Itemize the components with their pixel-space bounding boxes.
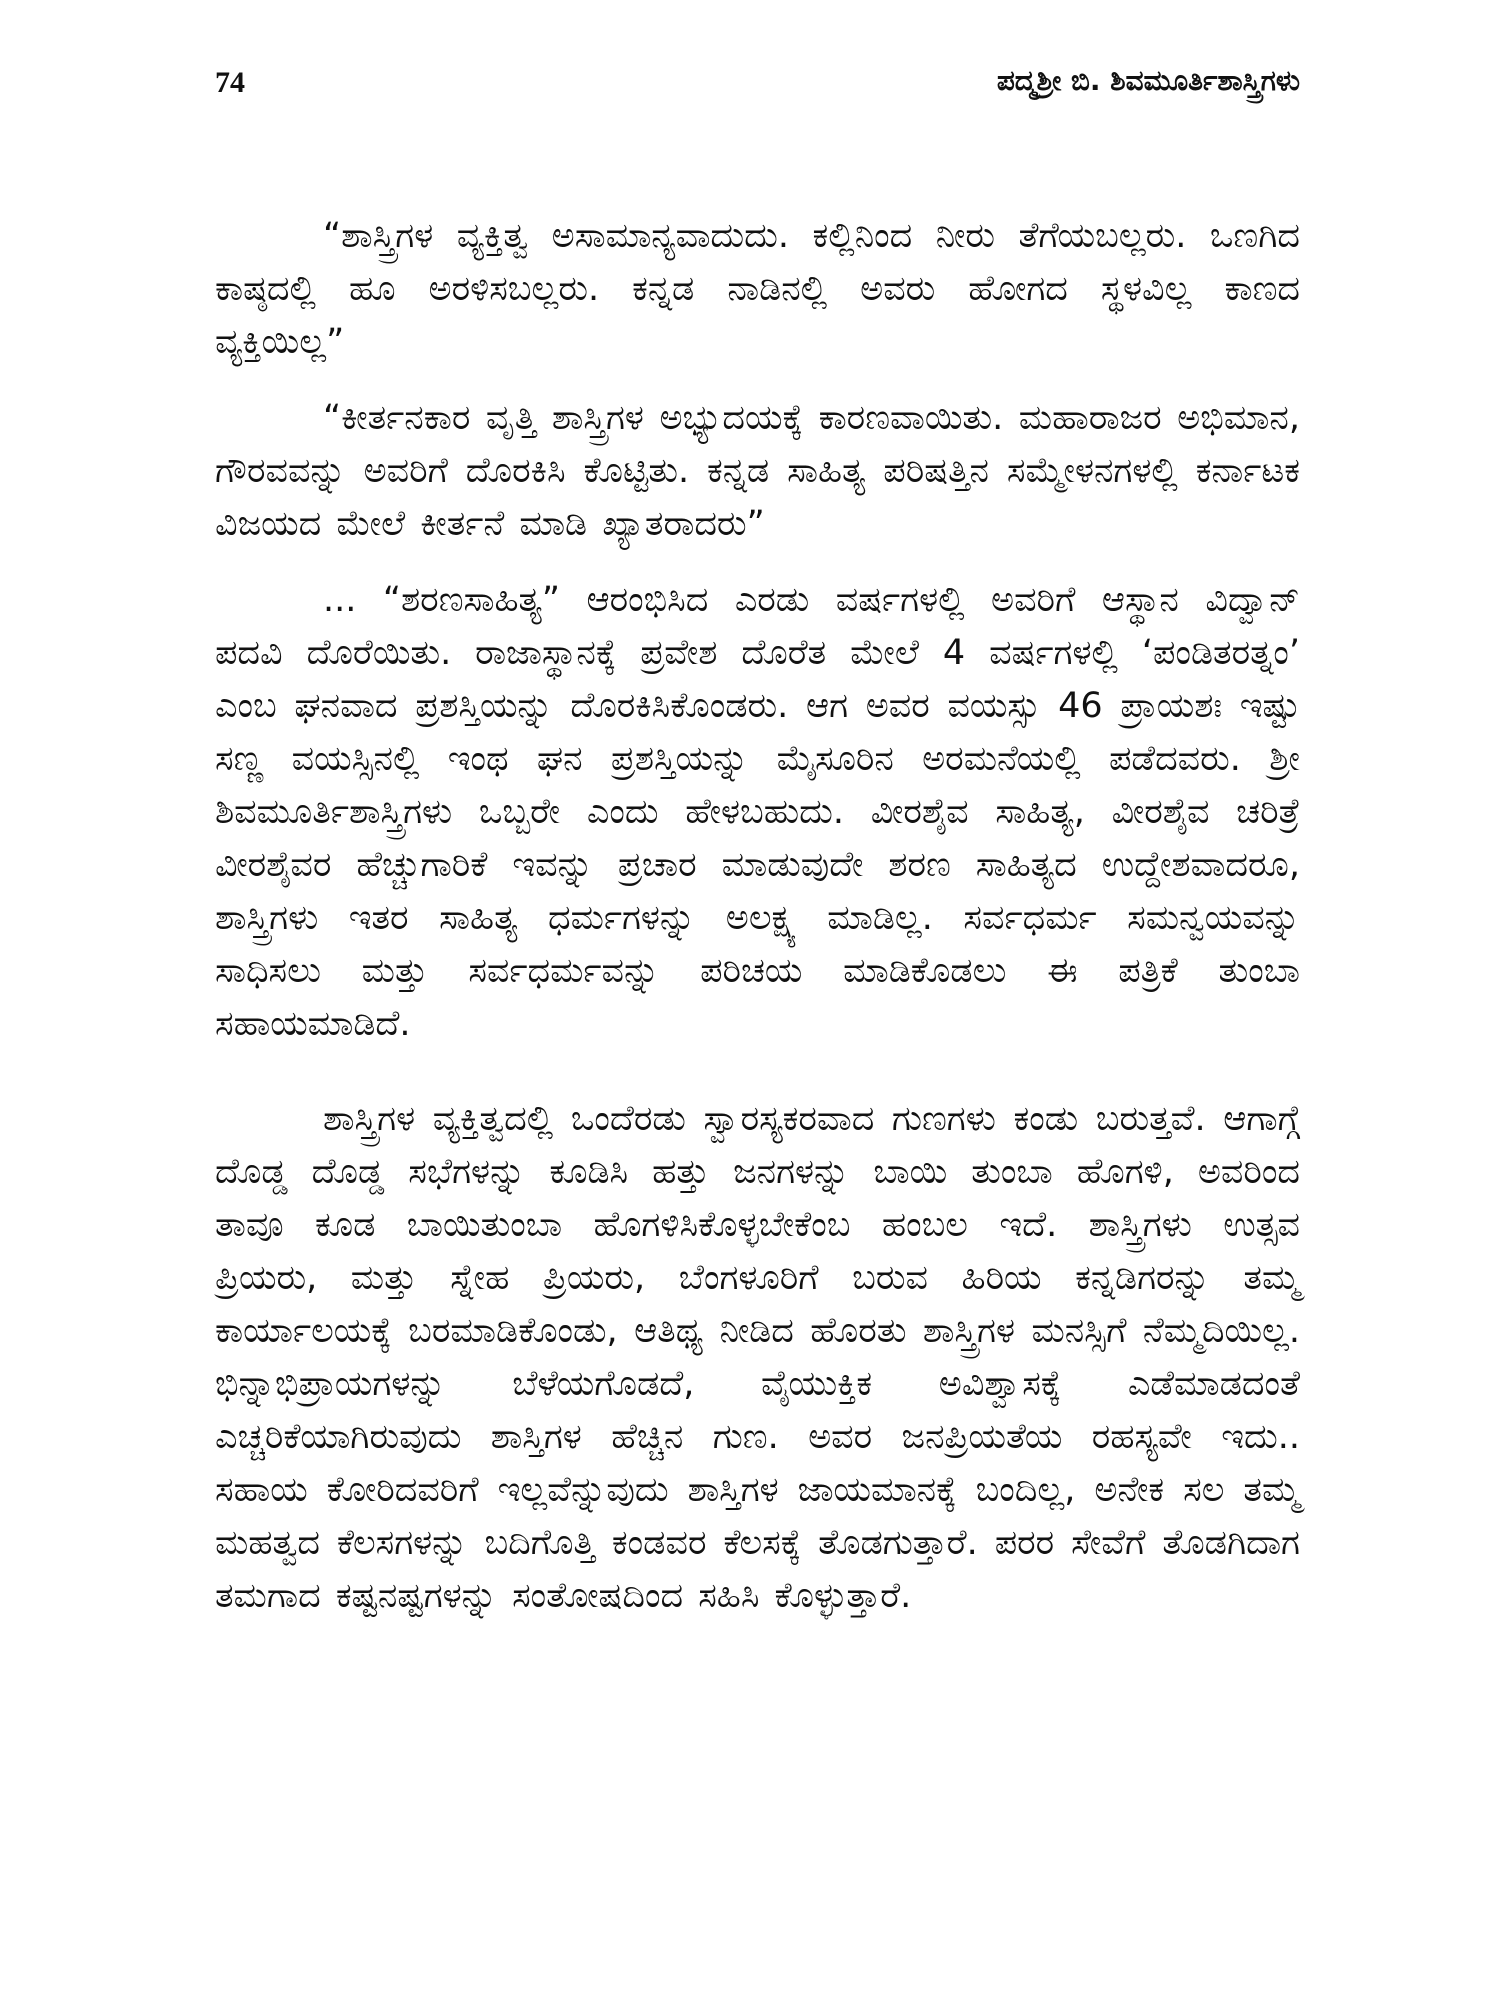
paragraph-personality-traits: ಶಾಸ್ತ್ರಿಗಳ ವ್ಯಕ್ತಿತ್ವದಲ್ಲಿ ಒಂದೆರಡು ಸ್ವಾರಸ್ಯಕರವಾದ ಗುಣಗಳು ಕಂಡು ಬರುತ್ತವೆ. ಆಗಾಗ್ಗೆ ದೊಡ್ಡ ದೊಡ್ಡ ಸಭೆಗಳನ್ನು ಕೂಡಿಸಿ ಹತ್ತು ಜನಗಳನ್ನು ಬಾಯಿ ತುಂಬಾ ಹೊಗಳಿ, ಅವರಿಂದ ತಾವೂ ಕೂಡ ಬಾಯಿತುಂಬಾ ಹೊಗಳಿಸಿಕೊಳ್ಳಬೇಕೆಂಬ ಹಂಬಲ ಇದೆ. ಶಾಸ್ತ್ರಿಗಳು ಉತ್ಸವ ಪ್ರಿಯರು, ಮತ್ತು ಸ್ನೇಹ ಪ್ರಿಯರು, ಬೆಂಗಳೂರಿಗೆ ಬರುವ ಹಿರಿಯ ಕನ್ನಡಿಗರನ್ನು ತಮ್ಮ ಕಾರ್ಯಾಲಯಕ್ಕೆ ಬರಮಾಡಿಕೊಂಡು, ಆತಿಥ್ಯ ನೀಡಿದ ಹೊರತು ಶಾಸ್ತ್ರಿಗಳ ಮನಸ್ಸಿಗೆ ನೆಮ್ಮದಿಯಿಲ್ಲ. ಭಿನ್ನಾಭಿಪ್ರಾಯಗಳನ್ನು ಬೆಳೆಯಗೊಡದೆ, ವೈಯುಕ್ತಿಕ ಅವಿಶ್ವಾಸಕ್ಕೆ ಎಡೆಮಾಡದಂತೆ ಎಚ್ಚರಿಕೆಯಾಗಿರುವುದು ಶಾಸ್ತಿಗಳ ಹೆಚ್ಚಿನ ಗುಣ. ಅವರ ಜನಪ್ರಿಯತೆಯ ರಹಸ್ಯವೇ ಇದು.. ಸಹಾಯ ಕೋರಿದವರಿಗೆ ಇಲ್ಲವೆನ್ನುವುದು ಶಾಸ್ತಿಗಳ ಜಾಯಮಾನಕ್ಕೆ ಬಂದಿಲ್ಲ, ಅನೇಕ ಸಲ ತಮ್ಮ ಮಹತ್ವದ ಕೆಲಸಗಳನ್ನು ಬದಿಗೊತ್ತಿ ಕಂಡವರ ಕೆಲಸಕ್ಕೆ ತೊಡಗುತ್ತಾರೆ. ಪರರ ಸೇವೆಗೆ ತೊಡಗಿದಾಗ ತಮಗಾದ ಕಷ್ಟನಷ್ಟಗಳನ್ನು ಸಂತೋಷದಿಂದ ಸಹಿಸಿ ಕೊಳ್ಳುತ್ತಾರೆ. (215, 1099, 1300, 1616)
running-header (215, 60, 1300, 110)
paragraph-quote-personality: “ಶಾಸ್ತ್ರಿಗಳ ವ್ಯಕ್ತಿತ್ವ ಅಸಾಮಾನ್ಯವಾದುದು. ಕಲ್ಲಿನಿಂದ ನೀರು ತೆಗೆಯಬಲ್ಲರು. ಒಣಗಿದ ಕಾಷ್ಠದಲ್ಲಿ ಹೂ ಅರಳಿಸಬಲ್ಲರು. ಕನ್ನಡ ನಾಡಿನಲ್ಲಿ ಅವರು ಹೋಗದ ಸ್ಥಳವಿಲ್ಲ ಕಾಣದ ವ್ಯಕ್ತಿಯಿಲ್ಲ” (215, 216, 1300, 362)
paragraph-quote-keertana: “ಕೀರ್ತನಕಾರ ವೃತ್ತಿ ಶಾಸ್ತ್ರಿಗಳ ಅಭ್ಯುದಯಕ್ಕೆ ಕಾರಣವಾಯಿತು. ಮಹಾರಾಜರ ಅಭಿಮಾನ, ಗೌರವವನ್ನು ಅವರಿಗೆ ದೊರಕಿಸಿ ಕೊಟ್ಟಿತು. ಕನ್ನಡ ಸಾಹಿತ್ಯ ಪರಿಷತ್ತಿನ ಸಮ್ಮೇಳನಗಳಲ್ಲಿ ಕರ್ನಾಟಕ ವಿಜಯದ ಮೇಲೆ ಕೀರ್ತನೆ ಮಾಡಿ ಖ್ಯಾತರಾದರು” (215, 398, 1300, 544)
paragraph-sharana-sahitya: ... “ಶರಣಸಾಹಿತ್ಯ” ಆರಂಭಿಸಿದ ಎರಡು ವರ್ಷಗಳಲ್ಲಿ ಅವರಿಗೆ ಆಸ್ಥಾನ ವಿದ್ವಾನ್ ಪದವಿ ದೊರೆಯಿತು. ರಾಜಾಸ್ಥಾನಕ್ಕೆ ಪ್ರವೇಶ ದೊರೆತ ಮೇಲೆ 4 ವರ್ಷಗಳಲ್ಲಿ ‘ಪಂಡಿತರತ್ನಂ’ ಎಂಬ ಘನವಾದ ಪ್ರಶಸ್ತಿಯನ್ನು ದೊರಕಿಸಿಕೊಂಡರು. ಆಗ ಅವರ ವಯಸ್ಸು 46 ಪ್ರಾಯಶಃ ಇಷ್ಟು ಸಣ್ಣ ವಯಸ್ಸಿನಲ್ಲಿ ಇಂಥ ಘನ ಪ್ರಶಸ್ತಿಯನ್ನು ಮೈಸೂರಿನ ಅರಮನೆಯಲ್ಲಿ ಪಡೆದವರು. ಶ್ರೀ ಶಿವಮೂರ್ತಿಶಾಸ್ತ್ರಿಗಳು ಒಬ್ಬರೇ ಎಂದು ಹೇಳಬಹುದು. ವೀರಶೈವ ಸಾಹಿತ್ಯ, ವೀರಶೈವ ಚರಿತ್ರೆ ವೀರಶೈವರ ಹೆಚ್ಚುಗಾರಿಕೆ ಇವನ್ನು ಪ್ರಚಾರ ಮಾಡುವುದೇ ಶರಣ ಸಾಹಿತ್ಯದ ಉದ್ದೇಶವಾದರೂ, ಶಾಸ್ತ್ರಿಗಳು ಇತರ ಸಾಹಿತ್ಯ ಧರ್ಮಗಳನ್ನು ಅಲಕ್ಷ್ಯ ಮಾಡಿಲ್ಲ. ಸರ್ವಧರ್ಮ ಸಮನ್ವಯವನ್ನು ಸಾಧಿಸಲು ಮತ್ತು ಸರ್ವಧರ್ಮವನ್ನು ಪರಿಚಯ ಮಾಡಿಕೊಡಲು ಈ ಪತ್ರಿಕೆ ತುಂಬಾ ಸಹಾಯಮಾಡಿದೆ. (215, 580, 1300, 1044)
body-text (215, 210, 1300, 1623)
running-title: ಪದ್ಮಶ್ರೀ ಬಿ. ಶಿವಮೂರ್ತಿಶಾಸ್ತ್ರಿಗಳು (996, 64, 1300, 97)
page-number: 74 (215, 66, 245, 99)
